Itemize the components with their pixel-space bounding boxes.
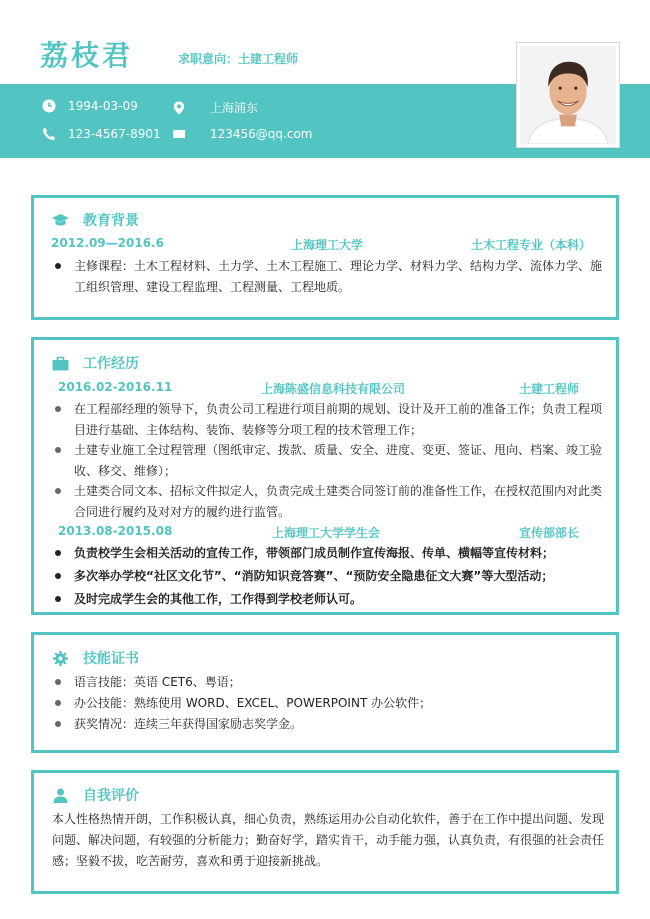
phone-info	[42, 127, 161, 141]
location-pin-icon	[172, 101, 186, 115]
self-eval-section	[31, 770, 619, 894]
education-period: 2012.09—2016.6	[51, 236, 164, 250]
list-item: 及时完成学生会的其他工作，工作得到学校老师认可。	[52, 589, 612, 610]
graduation-cap-icon	[52, 213, 69, 228]
list-item: 负责校学生会相关活动的宣传工作，带领部门成员制作宣传海报、传单、横幅等宣传材料；	[52, 543, 612, 564]
location-text: 上海浦东	[210, 101, 259, 115]
skills-section	[31, 632, 619, 753]
work-header	[52, 353, 139, 373]
education-major: 土木工程专业（本科）	[471, 238, 592, 252]
education-header	[52, 210, 139, 230]
list-item: 办公技能：熟练使用 WORD、EXCEL、POWERPOINT 办公软件；	[52, 693, 612, 714]
list-item: 获奖情况：连续三年获得国家励志奖学金。	[52, 714, 612, 735]
job1-company: 上海陈盛信息科技有限公司	[261, 382, 406, 396]
phone-text: 123-4567-8901	[68, 127, 161, 141]
job1-role: 土建工程师	[519, 382, 580, 396]
profile-photo-image	[520, 46, 616, 144]
job2-period: 2013.08-2015.08	[58, 524, 173, 538]
work-section	[31, 337, 619, 615]
job-objective: 求职意向：土建工程师	[178, 52, 299, 66]
gear-icon	[52, 651, 69, 666]
location-info	[172, 99, 258, 116]
job2-company: 上海理工大学学生会	[272, 526, 381, 540]
work-title: 工作经历	[83, 356, 139, 372]
job2-role: 宣传部部长	[519, 526, 580, 540]
email-info	[172, 127, 313, 141]
clock-icon	[42, 99, 56, 113]
self-eval-text: 本人性格热情开朗，工作积极认真，细心负责，熟练运用办公自动化软件，善于在工作中提出问题、发现问题、解决问题，有较强的分析能力；勤奋好学，踏实肯干，动手能力强，认真负责，有很强的社会责任感；坚毅不拔，吃苦耐劳，喜欢和勇于迎接新挑战。	[52, 812, 605, 868]
self-eval-header	[52, 785, 139, 805]
education-school: 上海理工大学	[291, 238, 364, 252]
education-title: 教育背景	[83, 213, 139, 229]
list-item: 土建类合同文本、招标文件拟定人，负责完成土建类合同签订前的准备性工作，在授权范围内对此类合同进行履约及对对方的履约进行监管。	[52, 481, 612, 523]
list-item: 语言技能：英语 CET6、粤语；	[52, 672, 612, 693]
list-item: 在工程部经理的领导下，负责公司工程进行项目前期的规划、设计及开工前的准备工作；负责工程项目进行基础、主体结构、装饰、装修等分项工程的技术管理工作；	[52, 399, 612, 441]
briefcase-icon	[52, 356, 69, 371]
skills-title: 技能证书	[83, 651, 139, 667]
phone-icon	[42, 127, 56, 141]
list-item: 主修课程：土木工程材料、土力学、土木工程施工、理论力学、材料力学、结构力学、流体力学、施工组织管理、建设工程监理、工程测量、工程地质。	[52, 256, 612, 298]
birthday-info	[42, 99, 138, 113]
list-item: 土建专业施工全过程管理（图纸审定、拨款、质量、安全、进度、变更、签证、甩向、档案、竣工验收、移交、维修）；	[52, 440, 612, 482]
self-eval-title: 自我评价	[83, 788, 139, 804]
profile-photo	[516, 42, 620, 148]
applicant-name: 荔枝君	[40, 39, 134, 72]
skills-header	[52, 648, 139, 668]
list-item: 多次举办学校“社区文化节”、“消防知识竞答赛”、“预防安全隐患征文大赛”等大型活动；	[52, 566, 612, 587]
education-section	[31, 195, 619, 320]
person-icon	[52, 788, 69, 803]
birthday-text: 1994-03-09	[68, 99, 138, 113]
email-text: 123456@qq.com	[210, 127, 313, 141]
envelope-icon	[172, 127, 186, 141]
job1-period: 2016.02-2016.11	[58, 380, 173, 394]
